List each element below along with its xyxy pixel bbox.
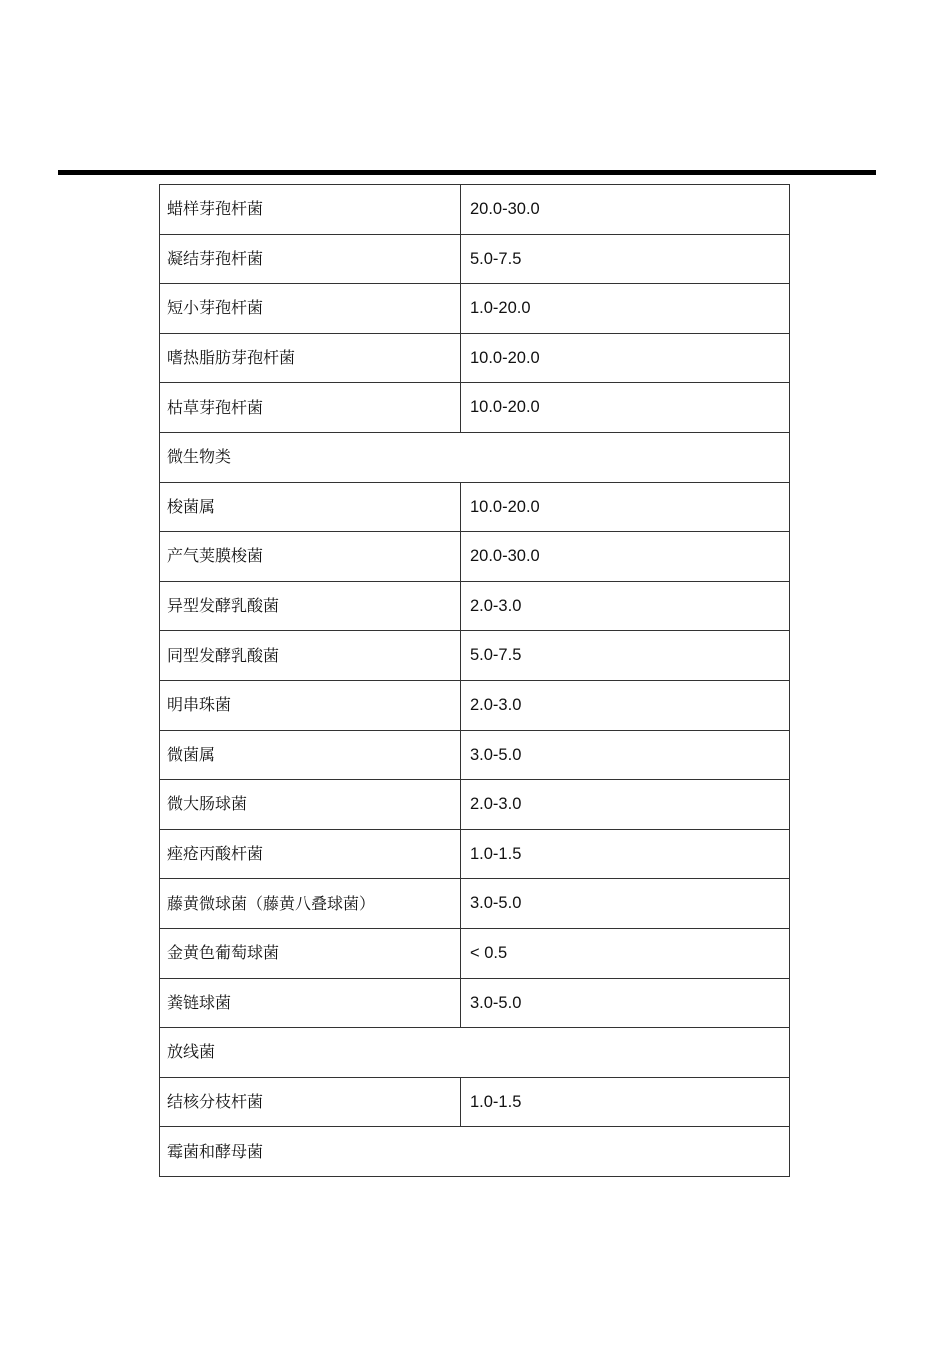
table-row bbox=[160, 532, 790, 582]
organism-name-cell: 枯草芽孢杆菌 bbox=[160, 383, 461, 433]
table-row bbox=[160, 1077, 790, 1127]
table-row bbox=[160, 185, 790, 235]
organism-name-cell: 梭菌属 bbox=[160, 482, 461, 532]
value-range-cell: 5.0-7.5 bbox=[461, 631, 790, 681]
organism-name-cell: 明串珠菌 bbox=[160, 680, 461, 730]
table-row bbox=[160, 581, 790, 631]
value-range-cell: 10.0-20.0 bbox=[461, 383, 790, 433]
value-range-cell: 3.0-5.0 bbox=[461, 730, 790, 780]
value-range-cell: 20.0-30.0 bbox=[461, 185, 790, 235]
value-range-cell: 20.0-30.0 bbox=[461, 532, 790, 582]
organism-name-cell: 藤黄微球菌（藤黄八叠球菌） bbox=[160, 879, 461, 929]
organism-name-cell: 异型发酵乳酸菌 bbox=[160, 581, 461, 631]
value-range-cell: 3.0-5.0 bbox=[461, 978, 790, 1028]
value-range-cell: < 0.5 bbox=[461, 928, 790, 978]
organism-name-cell: 同型发酵乳酸菌 bbox=[160, 631, 461, 681]
organism-name-cell: 痤疮丙酸杆菌 bbox=[160, 829, 461, 879]
organism-name-cell: 短小芽孢杆菌 bbox=[160, 284, 461, 334]
table-row bbox=[160, 482, 790, 532]
organism-name-cell: 蜡样芽孢杆菌 bbox=[160, 185, 461, 235]
organism-name-cell: 凝结芽孢杆菌 bbox=[160, 234, 461, 284]
table-row bbox=[160, 680, 790, 730]
table-row bbox=[160, 780, 790, 830]
section-row bbox=[160, 1028, 790, 1078]
value-range-cell: 10.0-20.0 bbox=[461, 333, 790, 383]
table-row bbox=[160, 284, 790, 334]
top-horizontal-rule bbox=[58, 170, 876, 175]
table-row bbox=[160, 730, 790, 780]
table-row bbox=[160, 234, 790, 284]
value-range-cell: 1.0-1.5 bbox=[461, 829, 790, 879]
section-row bbox=[160, 1127, 790, 1177]
section-row bbox=[160, 432, 790, 482]
table-row bbox=[160, 879, 790, 929]
value-range-cell: 2.0-3.0 bbox=[461, 780, 790, 830]
value-range-cell: 2.0-3.0 bbox=[461, 581, 790, 631]
table-row bbox=[160, 928, 790, 978]
table-row bbox=[160, 333, 790, 383]
value-range-cell: 10.0-20.0 bbox=[461, 482, 790, 532]
organism-name-cell: 嗜热脂肪芽孢杆菌 bbox=[160, 333, 461, 383]
organism-name-cell: 粪链球菌 bbox=[160, 978, 461, 1028]
section-heading-cell: 微生物类 bbox=[160, 432, 790, 482]
organism-name-cell: 结核分枝杆菌 bbox=[160, 1077, 461, 1127]
value-range-cell: 1.0-20.0 bbox=[461, 284, 790, 334]
organism-name-cell: 微大肠球菌 bbox=[160, 780, 461, 830]
microorganism-table bbox=[159, 184, 790, 1177]
table-row bbox=[160, 978, 790, 1028]
value-range-cell: 5.0-7.5 bbox=[461, 234, 790, 284]
table-row bbox=[160, 383, 790, 433]
organism-name-cell: 金黄色葡萄球菌 bbox=[160, 928, 461, 978]
section-heading-cell: 霉菌和酵母菌 bbox=[160, 1127, 790, 1177]
value-range-cell: 1.0-1.5 bbox=[461, 1077, 790, 1127]
table-body bbox=[160, 185, 790, 1177]
organism-name-cell: 微菌属 bbox=[160, 730, 461, 780]
organism-name-cell: 产气荚膜梭菌 bbox=[160, 532, 461, 582]
value-range-cell: 2.0-3.0 bbox=[461, 680, 790, 730]
table-row bbox=[160, 631, 790, 681]
value-range-cell: 3.0-5.0 bbox=[461, 879, 790, 929]
table-row bbox=[160, 829, 790, 879]
section-heading-cell: 放线菌 bbox=[160, 1028, 790, 1078]
